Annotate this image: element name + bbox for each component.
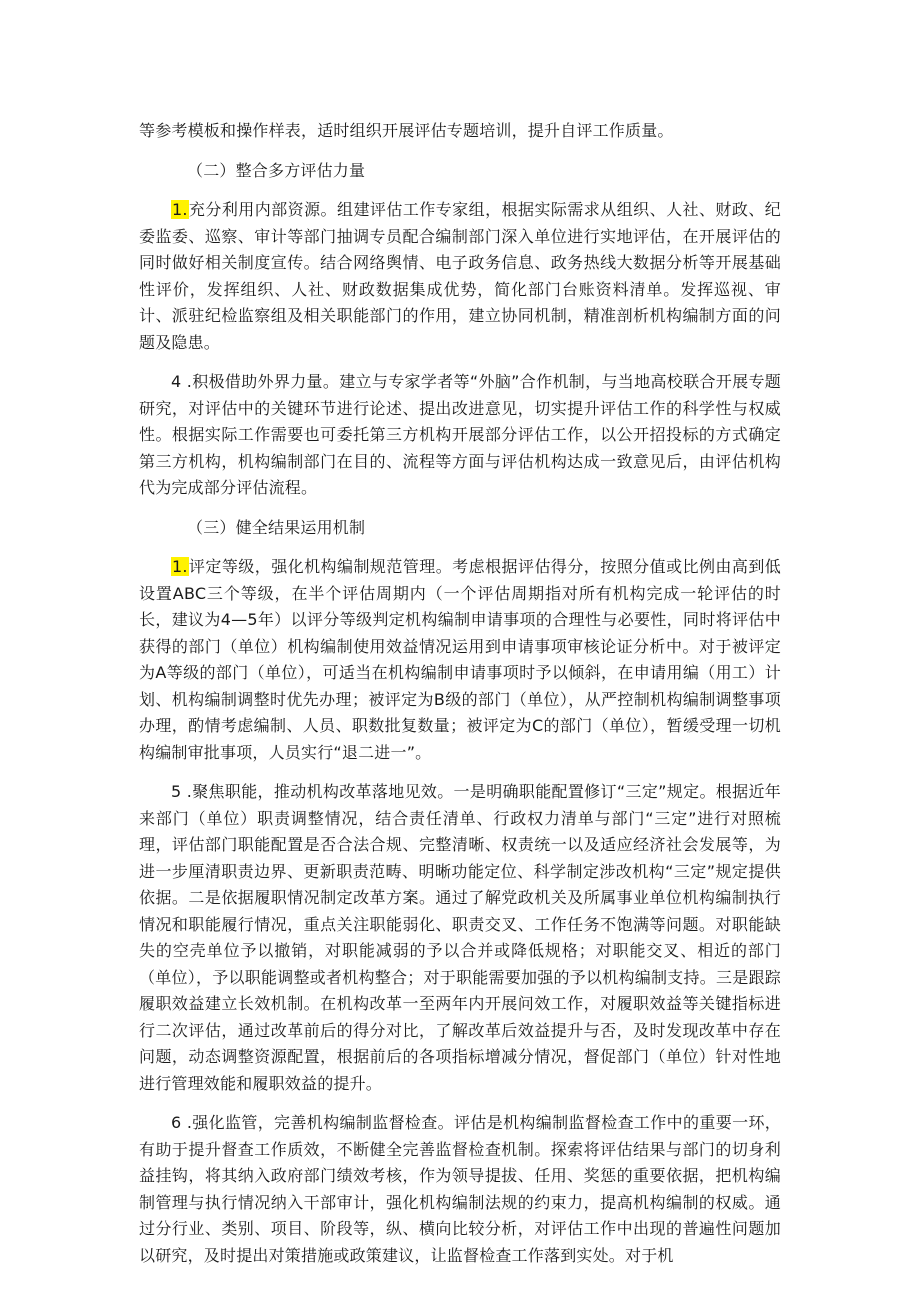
section-heading-2: （二）整合多方评估力量 [187, 160, 366, 180]
paragraph-text: 充分利用内部资源。组建评估工作专家组，根据实际需求从组织、人社、财政、纪委监委、巡察、审计等部门抽调专员配合编制部门深入单位进行实地评估，在开展评估的同时做好相关制度宣传。结合网络舆情、电子政务信息、政务热线大数据分析等开展基础性评价，发挥组织、人社、财政数据集成优势，简化部门台账资料清单。发挥巡视、审计、派驻纪检监察组及相关职能部门的作用，建立协同机制，精准剖析机构编制方面的问题及隐患。 [139, 200, 781, 352]
section-heading-3: （三）健全结果运用机制 [187, 517, 366, 537]
paragraph-supervision: 6 .强化监管，完善机构编制监督检查。评估是机构编制监督检查工作中的重要一环，有助于提升督查工作质效，不断健全完善监督检查机制。探索将评估结果与部门的切身利益挂钩，将其纳入政府部门绩效考核，作为领导提拔、任用、奖惩的重要依据，把机构编制管理与执行情况纳入干部审计，强化机构编制法规的约束力，提高机构编制的权威。通过分行业、类别、项目、阶段等，纵、横向比较分析，对评估工作中出现的普遍性问题加以研究，及时提出对策措施或政策建议，让监督检查工作落到实处。对于机 [139, 1113, 781, 1265]
paragraph-focus-functions: 5 .聚焦职能，推动机构改革落地见效。一是明确职能配置修订“三定”规定。根据近年来部门（单位）职责调整情况，结合责任清单、行政权力清单与部门“三定”进行对照梳理，评估部门职能配置是否合法合规、完整清晰、权责统一以及适应经济社会发展等，为进一步厘清职责边界、更新职责范畴、明晰功能定位、科学制定涉改机构“三定”规定提供依据。二是依据履职情况制定改革方案。通过了解党政机关及所属事业单位机构编制执行情况和职能履行情况，重点关注职能弱化、职责交叉、工作任务不饱满等问题。对职能缺失的空壳单位予以撤销，对职能减弱的予以合并或降低规格；对职能交叉、相近的部门（单位），予以职能调整或者机构整合；对于职能需要加强的予以机构编制支持。三是跟踪履职效益建立长效机制。在机构改革一至两年内开展问效工作，对履职效益等关键指标进行二次评估，通过改革前后的得分对比，了解改革后效益提升与否，及时发现改革中存在问题，动态调整资源配置，根据前后的各项指标增减分情况，督促部门（单位）针对性地进行管理效能和履职效益的提升。 [139, 782, 781, 1093]
paragraph-external-forces: 4 .积极借助外界力量。建立与专家学者等“外脑”合作机制，与当地高校联合开展专题研究，对评估中的关键环节进行论述、提出改进意见，切实提升评估工作的科学性与权威性。根据实际工作需要也可委托第三方机构开展部分评估工作，以公开招投标的方式确定第三方机构，机构编制部门在目的、流程等方面与评估机构达成一致意见后，由评估机构代为完成部分评估流程。 [139, 372, 781, 497]
highlighted-number: 1. [172, 200, 188, 219]
paragraph-text: 评定等级，强化机构编制规范管理。考虑根据评估得分，按照分值或比例由高到低设置ABC三个等级，在半个评估周期内（一个评估周期指对所有机构完成一轮评估的时长，建议为4—5年）以评分等级判定机构编制申请事项的合理性与必要性，同时将评估中获得的部门（单位）机构编制使用效益情况运用到申请事项审核论证分析中。对于被评定为A等级的部门（单位），可适当在机构编制申请事项时予以倾斜，在申请用编（用工）计划、机构编制调整时优先办理；被评定为B级的部门（单位），从严控制机构编制调整事项办理，酌情考虑编制、人员、职数批复数量；被评定为C的部门（单位），暂缓受理一切机构编制审批事项，人员实行“退二进一”。 [139, 557, 781, 762]
paragraph-internal-resources [139, 197, 781, 356]
paragraph-intro: 等参考模板和操作样表，适时组织开展评估专题培训，提升自评工作质量。 [139, 121, 674, 140]
paragraph-rating-levels [139, 554, 781, 766]
document-body [139, 118, 781, 1269]
highlighted-number: 1. [172, 557, 188, 576]
